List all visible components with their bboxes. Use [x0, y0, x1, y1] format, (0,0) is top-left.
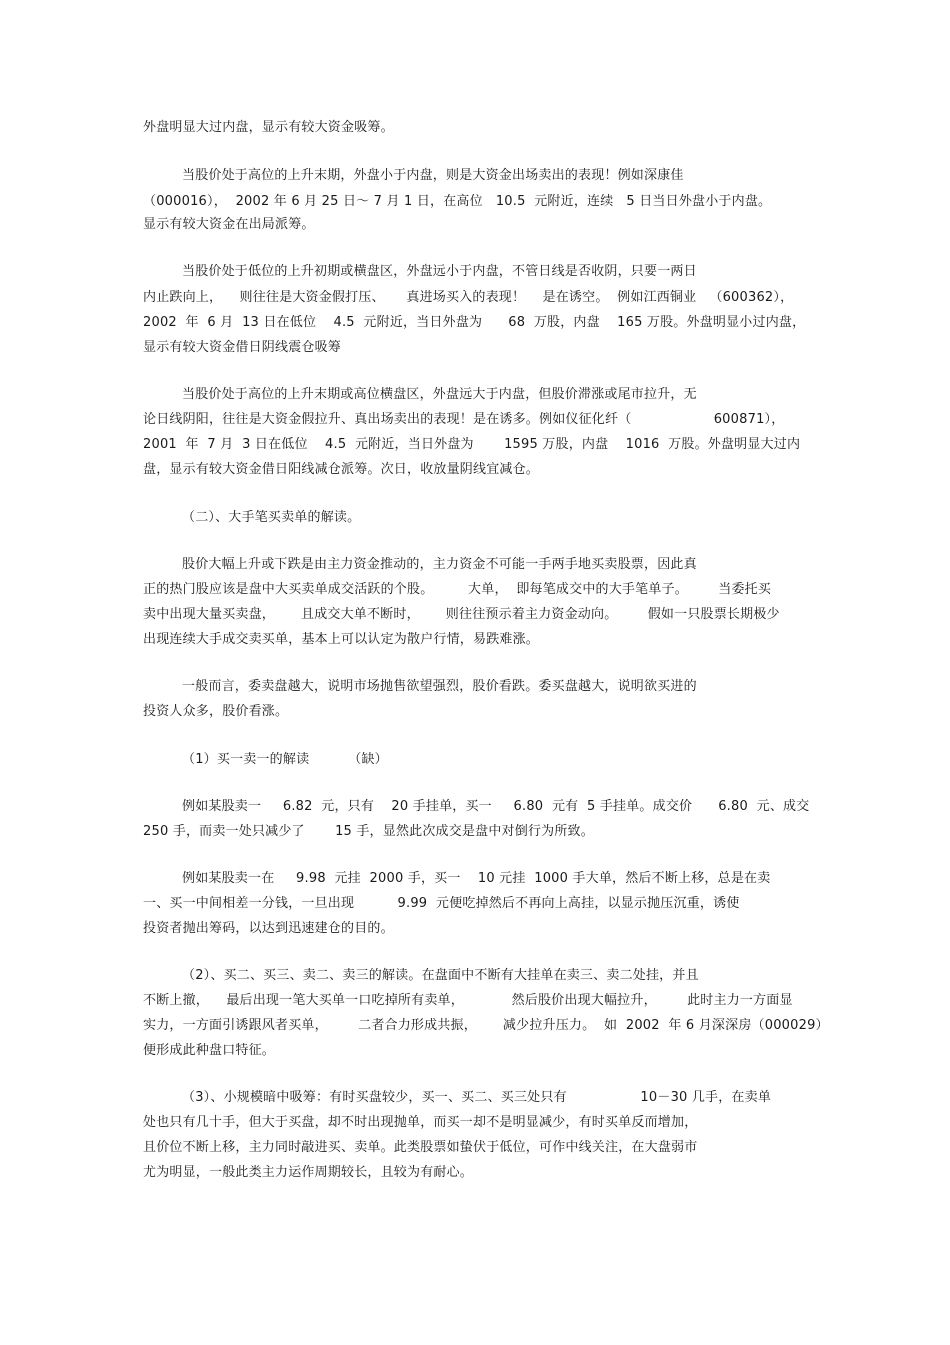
- text-line: 股价大幅上升或下跌是由主力资金推动的，主力资金不可能一手两手地买卖股票，因此真: [182, 557, 697, 572]
- text-line: 正的热门股应该是盘中大买卖单成交活跃的个股。 大单， 即每笔成交中的大手笔单子。 当委托买: [143, 582, 772, 597]
- text-line: 实力，一方面引诱跟风者买单， 二者合力形成共振， 减少拉升压力。 如 2002 年 6 月深深房（000029）: [143, 1018, 829, 1033]
- text-line: 一、买一中间相差一分钱，一旦出现 9.99 元便吃掉然后不再向上高挂，以显示抛压沉重，诱使: [143, 896, 740, 911]
- text-line: （3）、小规模暗中吸筹：有时买盘较少，买一、买二、买三处只有 10－30 几手，在卖单: [182, 1090, 772, 1105]
- text-line: 当股价处于低位的上升初期或横盘区，外盘远小于内盘，不管日线是否收阴，只要一两日: [182, 264, 697, 279]
- text-line: 卖中出现大量买卖盘， 且成交大单不断时， 则往往预示着主力资金动向。 假如一只股票长期极少: [143, 607, 780, 622]
- text-line: 便形成此种盘口特征。: [143, 1043, 276, 1058]
- text-line: 一般而言，委卖盘越大，说明市场抛售欲望强烈，股价看跌。委买盘越大，说明欲买进的: [182, 679, 697, 694]
- section-heading: （二）、大手笔买卖单的解读。: [182, 510, 361, 525]
- text-line: 且价位不断上移，主力同时敲进买、卖单。此类股票如蛰伏于低位，可作中线关注，在大盘弱市: [143, 1140, 698, 1155]
- text-line: 处也只有几十手，但大于买盘，却不时出现抛单，而买一却不是明显减少，有时买单反而增加，: [143, 1115, 698, 1130]
- text-line: 2002 年 6 月 13 日在低位 4.5 元附近，当日外盘为 68 万股，内盘 165 万股。外盘明显小过内盘，: [143, 315, 806, 330]
- text-line: 显示有较大资金在出局派筹。: [143, 217, 315, 232]
- text-line: 2001 年 7 月 3 日在低位 4.5 元附近，当日外盘为 1595 万股，内盘 1016 万股。外盘明显大过内: [143, 437, 801, 452]
- text-line: 外盘明显大过内盘，显示有较大资金吸筹。: [143, 120, 394, 135]
- text-line: （2）、买二、买三、卖二、卖三的解读。在盘面中不断有大挂单在卖三、卖二处挂，并且: [182, 968, 699, 983]
- text-line: 投资人众多，股价看涨。: [143, 704, 289, 719]
- text-line: 不断上撤， 最后出现一笔大买单一口吃掉所有卖单， 然后股价出现大幅拉升， 此时主力一方面显: [143, 993, 793, 1008]
- text-line: 显示有较大资金借日阴线震仓吸筹: [143, 340, 342, 355]
- text-line: 出现连续大手成交卖买单，基本上可以认定为散户行情，易跌难涨。: [143, 632, 540, 647]
- text-line: 例如某股卖一 6.82 元，只有 20 手挂单，买一 6.80 元有 5 手挂单。成交价 6.80 元、成交: [182, 799, 810, 814]
- text-line: 当股价处于高位的上升末期或高位横盘区，外盘远大于内盘，但股价滞涨或尾市拉升，无: [182, 387, 697, 402]
- text-line: （000016）， 2002 年 6 月 25 日～ 7 月 1 日，在高位 10.5 元附近，连续 5 日当日外盘小于内盘。: [143, 194, 772, 209]
- text-line: 论日线阴阳，往往是大资金假拉升、真出场卖出的表现！是在诱多。例如仪征化纤（ 600871），: [143, 412, 785, 427]
- text-line: 250 手，而卖一处只减少了 15 手，显然此次成交是盘中对倒行为所致。: [143, 824, 594, 839]
- text-line: 盘，显示有较大资金借日阳线减仓派筹。次日，收放量阴线宜减仓。: [143, 462, 540, 477]
- text-line: 投资者抛出筹码，以达到迅速建仓的目的。: [143, 921, 394, 936]
- subsection-heading: （1）买一卖一的解读 （缺）: [182, 752, 388, 767]
- text-line: 例如某股卖一在 9.98 元挂 2000 手，买一 10 元挂 1000 手大单，然后不断上移，总是在卖: [182, 871, 771, 886]
- text-line: 当股价处于高位的上升末期，外盘小于内盘，则是大资金出场卖出的表现！例如深康佳: [182, 168, 684, 183]
- text-line: 尤为明显，一般此类主力运作周期较长，且较为有耐心。: [143, 1165, 474, 1180]
- text-line: 内止跌向上， 则往往是大资金假打压、 真进场买入的表现！ 是在诱空。 例如江西铜业 （600362），: [143, 290, 794, 305]
